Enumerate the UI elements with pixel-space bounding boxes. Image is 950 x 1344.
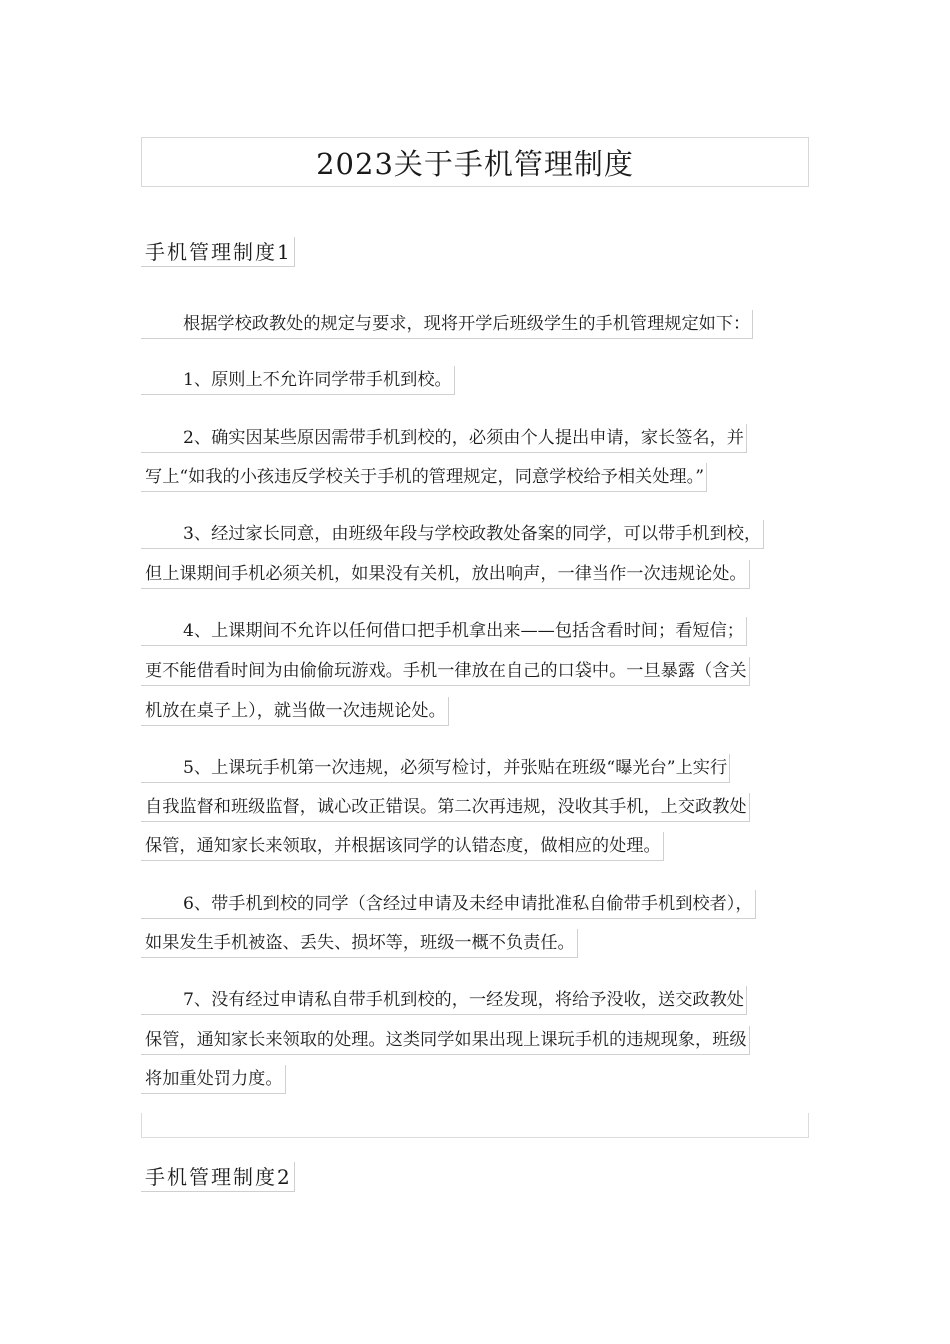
rule-5-line-3: 保管，通知家长来领取，并根据该同学的认错态度，做相应的处理。 xyxy=(141,832,664,861)
rule-3-line-1: 3、经过家长同意，由班级年段与学校政教处备案的同学，可以带手机到校， xyxy=(141,520,764,549)
rule-2-line-1: 2、确实因某些原因需带手机到校的，必须由个人提出申请，家长签名，并 xyxy=(141,424,747,453)
section-heading-2: 手机管理制度2 xyxy=(141,1162,295,1192)
rule-4-line-2: 更不能借看时间为由偷偷玩游戏。手机一律放在自己的口袋中。一旦暴露（含关 xyxy=(141,657,750,686)
section-heading-1: 手机管理制度1 xyxy=(141,237,295,267)
rule-7-line-3: 将加重处罚力度。 xyxy=(141,1065,286,1094)
document-title: 2023关于手机管理制度 xyxy=(141,137,809,187)
rule-5-line-1: 5、上课玩手机第一次违规，必须写检讨，并张贴在班级“曝光台”上实行 xyxy=(141,754,730,783)
rule-5-line-2: 自我监督和班级监督，诚心改正错误。第二次再违规，没收其手机，上交政教处 xyxy=(141,793,750,822)
rule-7-line-2: 保管，通知家长来领取的处理。这类同学如果出现上课玩手机的违规现象，班级 xyxy=(141,1026,750,1055)
section-separator xyxy=(141,1113,809,1138)
intro-paragraph: 根据学校政教处的规定与要求，现将开学后班级学生的手机管理规定如下： xyxy=(141,310,753,339)
rule-4-line-1: 4、上课期间不允许以任何借口把手机拿出来——包括含看时间；看短信； xyxy=(141,617,747,646)
rule-2-line-2: 写上“如我的小孩违反学校关于手机的管理规定，同意学校给予相关处理。” xyxy=(141,463,707,492)
rule-4-line-3: 机放在桌子上），就当做一次违规论处。 xyxy=(141,697,449,726)
rule-7-line-1: 7、没有经过申请私自带手机到校的，一经发现，将给予没收，送交政教处 xyxy=(141,986,747,1015)
rule-1-line-1: 1、原则上不允许同学带手机到校。 xyxy=(141,366,455,395)
rule-6-line-1: 6、带手机到校的同学（含经过申请及未经申请批准私自偷带手机到校者）， xyxy=(141,890,756,919)
rule-3-line-2: 但上课期间手机必须关机，如果没有关机，放出响声，一律当作一次违规论处。 xyxy=(141,560,750,589)
rule-6-line-2: 如果发生手机被盗、丢失、损坏等，班级一概不负责任。 xyxy=(141,929,578,958)
